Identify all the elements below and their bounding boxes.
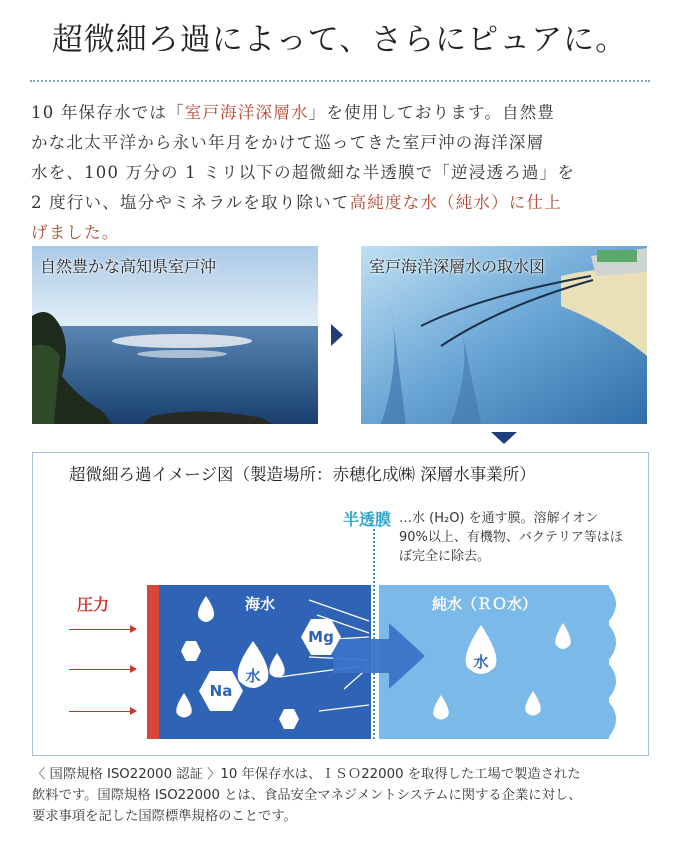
wave-edge bbox=[607, 585, 625, 739]
mg-ion-label: Mg bbox=[308, 628, 334, 646]
arrow-right-icon bbox=[331, 324, 343, 346]
footer-line: 飲料です。国際規格 ISO22000 とは、食品安全マネジメントシステムに関する企業に対し、 bbox=[32, 788, 582, 803]
hexagon-ion-icon bbox=[181, 641, 201, 661]
arrow-down-icon bbox=[491, 432, 517, 444]
photo-label-coast: 自然豊かな高知県室戸沖 bbox=[40, 257, 217, 276]
pressure-arrow-icon bbox=[69, 629, 135, 630]
hexagon-ion-icon bbox=[279, 709, 299, 729]
intake-illustration bbox=[361, 246, 647, 424]
purewater-label: 純水（ＲＯ水） bbox=[432, 595, 538, 613]
page-title: 超微細ろ過によって、さらにピュアに。 bbox=[51, 22, 628, 58]
na-ion-label: Na bbox=[209, 682, 233, 700]
intro-highlight: 高純度な水（純水）に仕上 bbox=[349, 193, 562, 212]
muroto-coast-photo bbox=[32, 246, 318, 424]
water-drop-icon bbox=[431, 695, 451, 721]
pressure-arrow-icon bbox=[69, 711, 135, 712]
water-drop-icon bbox=[174, 693, 194, 719]
membrane-description: …水 (H₂O) を通す膜。溶解イオン 90%以上、有機物、バクテリア等はほぼ完全に除去。 bbox=[399, 511, 623, 564]
intro-line bbox=[31, 218, 651, 248]
intro-highlight: げました。 bbox=[31, 223, 120, 242]
pressure-plate bbox=[147, 585, 159, 739]
flow-arrow-icon bbox=[333, 623, 425, 689]
intro-line bbox=[31, 98, 651, 128]
footer-line: 要求事項を記した国際標準規格のことです。 bbox=[32, 809, 297, 824]
dotted-divider bbox=[30, 80, 650, 82]
intro-line bbox=[31, 128, 651, 158]
diagram-title: 超微細ろ過イメージ図（製造場所：赤穂化成㈱ 深層水事業所） bbox=[69, 465, 536, 484]
water-drop-icon bbox=[195, 596, 217, 624]
photo-label-intake: 室戸海洋深層水の取水図 bbox=[369, 257, 546, 276]
intro-text bbox=[31, 98, 651, 248]
membrane-label: 半透膜 bbox=[343, 510, 392, 529]
pressure-arrow-icon bbox=[69, 669, 135, 670]
seawater-label: 海水 bbox=[245, 595, 276, 613]
intro-line bbox=[31, 188, 651, 218]
intro-line bbox=[31, 158, 651, 188]
footer-note bbox=[32, 764, 657, 827]
intro-highlight: 室戸海洋深層水 bbox=[184, 103, 309, 122]
intro-text-segment: 水を、100 万分の 1 ミリ以下の超微細な半透膜で「逆浸透ろ過」を bbox=[31, 163, 576, 182]
intro-text-segment: 」を使用しております。自然豊 bbox=[308, 103, 556, 122]
intro-text-segment: 2 度行い、塩分やミネラルを取り除いて bbox=[31, 193, 350, 212]
intro-text-segment: 10 年保存水では「 bbox=[31, 103, 185, 122]
pure-water-char: 水 bbox=[473, 653, 489, 671]
water-char: 水 bbox=[245, 667, 261, 685]
filtration-diagram bbox=[32, 452, 649, 756]
intro-text-segment: かな北太平洋から永い年月をかけて巡ってきた室戸沖の海洋深層 bbox=[31, 133, 545, 152]
footer-line: 〈 国際規格 ISO22000 認証 〉10 年保存水は、ＩＳＯ22000 を取得した工場で製造された bbox=[32, 767, 581, 782]
pressure-label: 圧力 bbox=[77, 595, 110, 614]
water-drop-icon bbox=[523, 691, 543, 717]
water-drop-icon bbox=[553, 623, 573, 651]
